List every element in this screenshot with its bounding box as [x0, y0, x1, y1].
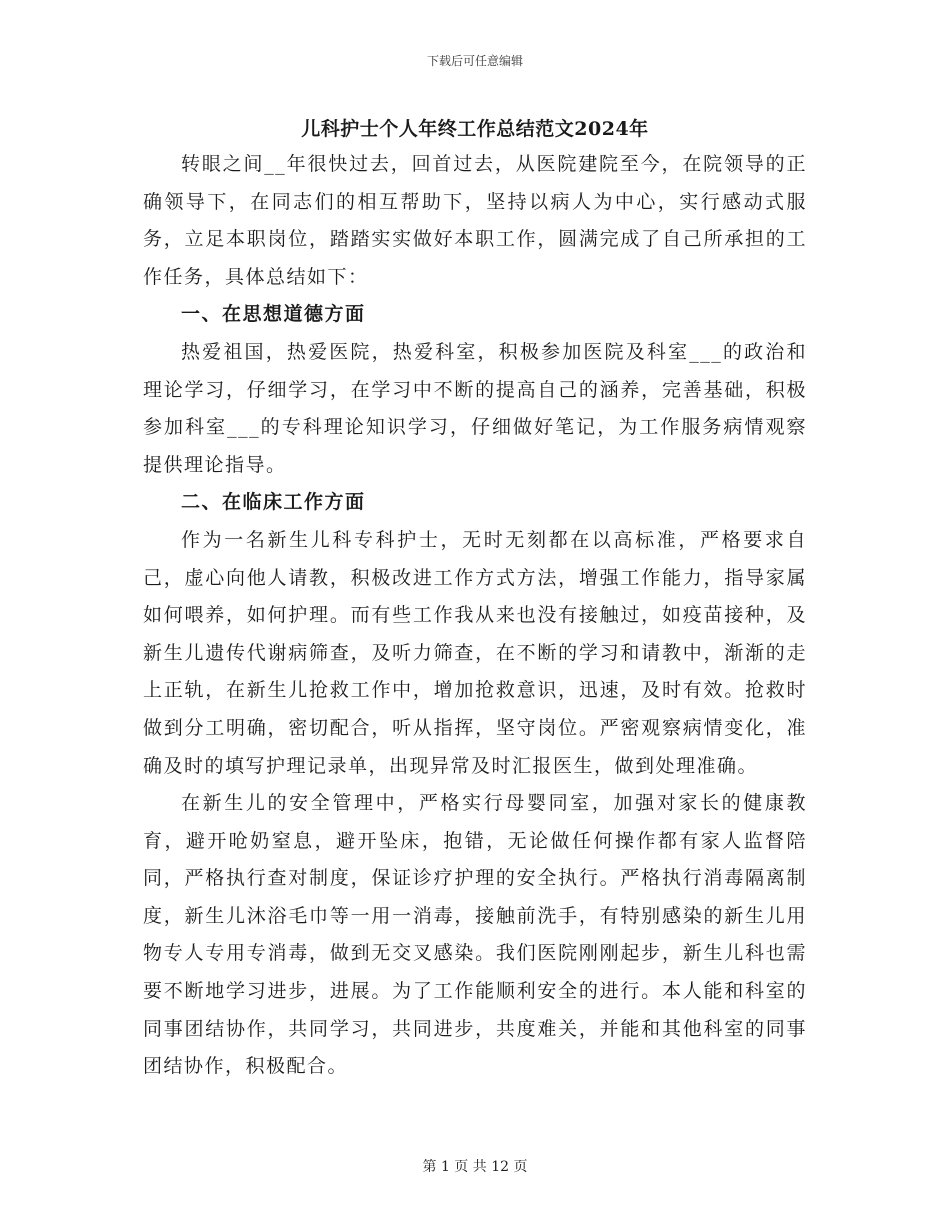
- ethics-paragraph: 热爱祖国，热爱医院，热爱科室，积极参加医院及科室___的政治和理论学习，仔细学习，在学习中不断的提高自己的涵养，完善基础，积极参加科室___的专科理论知识学习，仔细做好笔记，为工作服务病情观察提供理论指导。: [143, 340, 807, 476]
- section-heading-ethics: 一、在思想道德方面: [181, 303, 366, 326]
- page-number: 第 1 页 共 12 页: [422, 1159, 528, 1175]
- safety-paragraph: 在新生儿的安全管理中，严格实行母婴同室，加强对家长的健康教育，避开呛奶窒息，避开坠床，抱错，无论做任何操作都有家人监督陪同，严格执行查对制度，保证诊疗护理的安全执行。严格执行消毒隔离制度，新生儿沐浴毛巾等一用一消毒，接触前洗手，有特别感染的新生儿用物专人专用专消毒，做到无交叉感染。我们医院刚刚起步，新生儿科也需要不断地学习进步，进展。为了工作能顺利安全的进行。本人能和科室的同事团结协作，共同学习，共同进步，共度难关，并能和其他科室的同事团结协作，积极配合。: [143, 792, 807, 1078]
- document-title: 儿科护士个人年终工作总结范文2024年: [301, 118, 649, 140]
- section-heading-clinical: 二、在临床工作方面: [181, 491, 366, 514]
- header-note: 下载后可任意编辑: [426, 54, 523, 68]
- clinical-paragraph: 作为一名新生儿科专科护士，无时无刻都在以高标准，严格要求自己，虚心向他人请教，积极改进工作方式方法，增强工作能力，指导家属如何喂养，如何护理。而有些工作我从来也没有接触过，如疫苗接种，及新生儿遗传代谢病筛查，及听力筛查，在不断的学习和请教中，渐渐的走上正轨，在新生儿抢救工作中，增加抢救意识，迅速，及时有效。抢救时做到分工明确，密切配合，听从指挥，坚守岗位。严密观察病情变化，准确及时的填写护理记录单，出现异常及时汇报医生，做到处理准确。: [143, 528, 807, 777]
- document-body: [143, 146, 807, 1086]
- intro-paragraph: 转眼之间__年很快过去，回首过去，从医院建院至今，在院领导的正确领导下，在同志们的相互帮助下，坚持以病人为中心，实行感动式服务，立足本职岗位，踏踏实实做好本职工作，圆满完成了自己所承担的工作任务，具体总结如下：: [143, 153, 807, 288]
